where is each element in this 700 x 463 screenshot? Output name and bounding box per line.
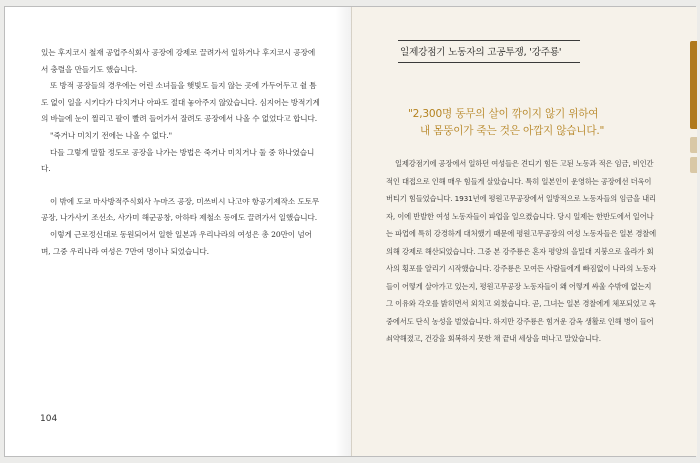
left-paragraph: 이렇게 근로정신대로 동원되어서 일한 일본과 우리나라의 여성은 총 20만이 넘어며, 그중 우리나라 여성은 7만여 명이나 되었습니다. [41,229,312,256]
right-page-body [386,155,658,348]
left-paragraph: 있는 후지코시 철재 공업주식회사 공장에 강제로 끌려가서 일하거나 후지코시 공장에서 충렬을 만들기도 했습니다. [41,48,316,74]
left-paragraph: 이 밖에 도쿄 마사방적주식회사 누마즈 공장, 미쓰비시 나고야 항공기제작소 도토무 공장, 나가사키 조선소, 사가미 해군공창, 아하타 제철소 등에도 끌려가서 일했습니다. [41,196,320,223]
left-paragraph: 다들 그렇게 말할 정도로 공장을 나가는 방법은 죽거나 미치거나 둘 중 하나였습니다. [41,147,315,174]
section-tab-marker [690,157,697,173]
pull-quote-line: 내 몸뚱이가 죽는 것은 아깝지 않습니다." [420,125,605,137]
chapter-tab-marker [690,41,697,129]
left-paragraph: 또 방적 공장들의 경우에는 어린 소녀들을 햇빛도 들지 않는 곳에 가두어두고 쉴 틈도 없이 일을 시키다가 다치거나 아파도 절대 놓아주지 않았습니다. 심지어는 방적기계의 바늘에 눈이 찔리고 팔이 빨려 들어가서 잘려도 공장에서 나올 수 없었다고 합니다. [41,81,320,124]
left-paragraph-quote: "죽거나 미치기 전에는 나올 수 없다." [50,130,172,140]
pull-quote-line: "2,300명 동무의 살이 깎이지 않기 위하여 [408,108,599,120]
right-paragraph: 일제강점기에 공장에서 일하던 여성들은 견디기 힘든 고된 노동과 적은 임금, 비인간적인 대접으로 인해 매우 힘들게 살았습니다. 특히 일본인이 운영하는 공장에선 더욱이 버티기 힘들었습니다. 1931년에 평원고무공장에서 일방적으로 노동자들의 임금을 내리자, 이에 반발한 여성 노동자들이 파업을 일으켰습니다. 당시 일제는 한반도에서 일어나는 파업에 특히 강경하게 대처했기 때문에 평원고무공장의 여성 노동자들은 일본 경찰에 의해 강제로 해산되었습니다. 그중 본 강주룡은 혼자 평양의 을밀대 지붕으로 올라가 회사의 횡포를 알리기 시작했습니다. 강주룡은 모여든 사람들에게 빠짐없이 나라의 노동자들이 어떻게 살아가고 있는지, 평원고무공장 노동자들이 왜 어떻게 싸울 수밖에 없는지 그 이유와 각오를 밝히면서 외치고 외쳤습니다. 곧, 그녀는 일본 경찰에게 체포되었고 옥중에서도 단식 농성을 벌였습니다. 하지만 강주룡은 힘겨운 감옥 생활로 인해 병이 들어 쇠약해졌고, 건강을 회복하지 못한 채 끝내 세상을 떠나고 말았습니다. [386,159,657,343]
left-page-body [41,45,321,260]
gutter-shadow [335,7,351,456]
section-tab-marker [690,137,697,153]
left-page [5,7,351,456]
page-number: 104 [40,414,58,424]
chapter-title: 일제강점기 노동자의 고공투쟁, '강주룡' [400,47,562,58]
pull-quote [408,106,656,140]
